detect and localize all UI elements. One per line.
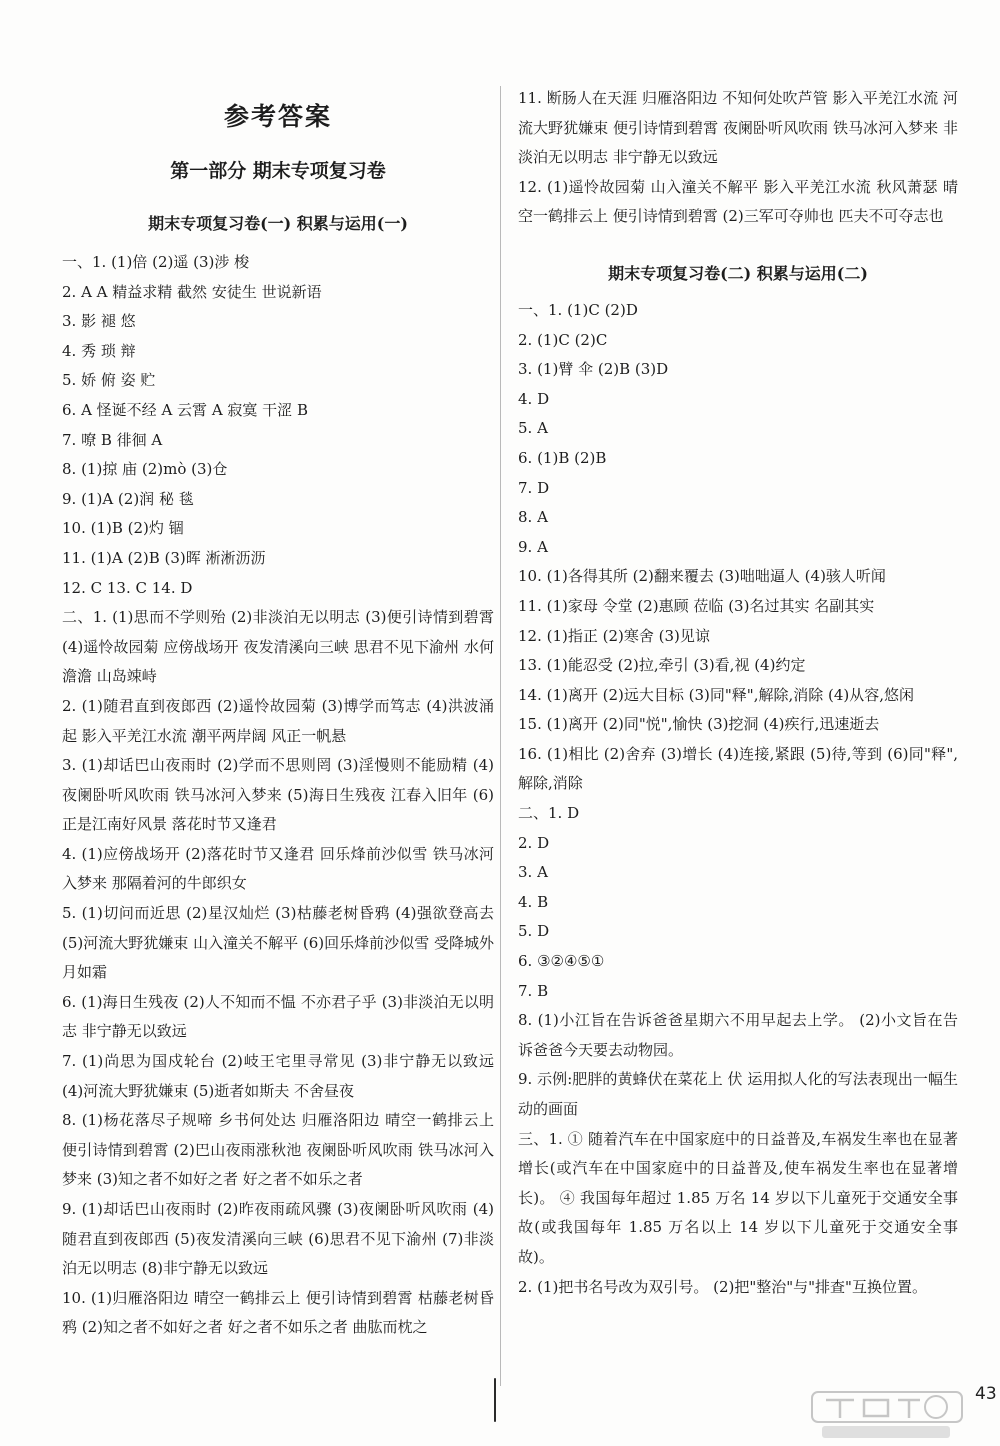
answer-line: 二、1. D — [518, 804, 580, 823]
answer-line: 3. A — [518, 863, 548, 882]
answer-line: 6. (1)海日生残夜 (2)人不知而不愠 不亦君子乎 (3)非淡泊无以明志 非宁静无以致远 — [62, 992, 494, 1041]
answer-line: 二、1. (1)思而不学则殆 (2)非淡泊无以明志 (3)便引诗情到碧霄 (4)遥怜故园菊 应傍战场开 夜发清溪向三峡 思君不见下渝州 水何澹澹 山岛竦峙 — [62, 608, 494, 686]
answer-line: 11. (1)A (2)B (3)晖 淅淅沥沥 — [62, 548, 266, 567]
answer-line: 2. A A 精益求精 截然 安徒生 世说新语 — [62, 282, 322, 301]
binding-mark — [494, 1378, 496, 1422]
answer-line: 5. D — [518, 922, 550, 941]
answer-line: 16. (1)相比 (2)舍弃 (3)增长 (4)连接,紧跟 (5)待,等到 (6)同"释",解除,消除 — [518, 744, 958, 793]
column-divider — [500, 86, 501, 1386]
answer-line: 3. (1)臂 伞 (2)B (3)D — [518, 360, 669, 379]
page-number: 43 — [975, 1384, 997, 1404]
answer-line: 8. (1)杨花落尽子规啼 乡书何处达 归雁洛阳边 晴空一鹤排云上 便引诗情到碧霄 (2)巴山夜雨涨秋池 夜阑卧听风吹雨 铁马冰河入梦来 (3)知之者不如好之者 好之者不如乐之者 — [62, 1111, 494, 1189]
answer-line: 三、1. ① 随着汽车在中国家庭中的日益普及,车祸发生率也在显著增长(或汽车在中国家庭中的日益普及,使车祸发生率也在显著增长)。 ④ 我国每年超过 1.85 万名 14 岁以下儿童死于交通安全事故(或我国每年 1.85 万名以上 14 岁以下儿童死于交通安全事故)。 — [518, 1129, 958, 1266]
answer-line: 3. (1)却话巴山夜雨时 (2)学而不思则罔 (3)淫慢则不能励精 (4)夜阑卧听风吹雨 铁马冰河入梦来 (5)海日生残夜 江春入旧年 (6)正是江南好风景 落花时节又逢君 — [62, 756, 494, 834]
answer-line: 12. (1)指正 (2)寒舍 (3)见谅 — [518, 626, 710, 645]
answer-line: 4. (1)应傍战场开 (2)落花时节又逢君 回乐烽前沙似雪 铁马冰河入梦来 那隔着河的牛郎织女 — [62, 844, 494, 893]
answer-line: 5. (1)切问而近思 (2)星汉灿烂 (3)枯藤老树昏鸦 (4)强欲登高去 (5)河流大野犹嫌束 山入潼关不解平 (6)回乐烽前沙似雪 受降城外月如霜 — [62, 904, 494, 982]
answer-line: 7. B — [518, 981, 549, 1000]
answer-line: 9. A — [518, 537, 548, 556]
page-title: 参考答案 — [223, 102, 332, 131]
section-title-1: 期末专项复习卷(一) 积累与运用(一) — [148, 214, 408, 233]
answer-line: 14. (1)离开 (2)远大目标 (3)同"释",解除,消除 (4)从容,悠闲 — [518, 685, 915, 704]
answer-line: 一、1. (1)C (2)D — [518, 300, 638, 319]
answer-line: 10. (1)归雁洛阳边 晴空一鹤排云上 便引诗情到碧霄 枯藤老树昏鸦 (2)知之者不如好之者 好之者不如乐之者 曲肱而枕之 — [62, 1288, 494, 1337]
answer-line: 4. D — [518, 389, 550, 408]
answer-line: 9. (1)却话巴山夜雨时 (2)昨夜雨疏风骤 (3)夜阑卧听风吹雨 (4)随君直到夜郎西 (5)夜发清溪向三峡 (6)思君不见下渝州 (7)非淡泊无以明志 (8)非宁静无以致远 — [62, 1200, 494, 1278]
answer-line: 8. (1)小江旨在告诉爸爸星期六不用早起去上学。 (2)小文旨在告诉爸爸今天要去动物园。 — [518, 1011, 958, 1059]
answer-line: 9. (1)A (2)润 秘 毯 — [62, 489, 194, 508]
answer-line: 4. 秀 琐 辩 — [62, 341, 136, 360]
left-column — [62, 84, 494, 1343]
answer-line: 2. (1)C (2)C — [518, 330, 608, 349]
watermark-logo — [808, 1386, 970, 1442]
answer-line: 8. A — [518, 508, 548, 527]
right-column — [518, 84, 958, 1302]
answer-line: 13. (1)能忍受 (2)拉,牵引 (3)看,视 (4)约定 — [518, 656, 806, 675]
answer-line: 12. C 13. C 14. D — [62, 578, 193, 597]
answer-line: 4. B — [518, 892, 549, 911]
part-title: 第一部分 期末专项复习卷 — [170, 160, 386, 182]
answer-line: 10. (1)B (2)灼 锢 — [62, 519, 184, 538]
answer-line: 11. (1)家母 令堂 (2)惠顾 莅临 (3)名过其实 名副其实 — [518, 596, 875, 615]
answer-line: 3. 影 褪 悠 — [62, 312, 136, 331]
answer-line: 5. A — [518, 419, 548, 438]
answer-line: 7. 嘹 B 徘徊 A — [62, 430, 163, 449]
answer-line: 6. (1)B (2)B — [518, 448, 607, 467]
answer-line: 10. (1)各得其所 (2)翻来覆去 (3)咄咄逼人 (4)骇人听闻 — [518, 567, 886, 586]
answer-line: 9. 示例:肥胖的黄蜂伏在菜花上 伏 运用拟人化的写法表现出一幅生动的画面 — [518, 1070, 958, 1118]
answer-line: 5. 娇 俯 姿 贮 — [62, 371, 156, 390]
answer-line: 6. A 怪诞不经 A 云霄 A 寂寞 干涩 B — [62, 400, 308, 419]
answer-line: 2. D — [518, 833, 550, 852]
answer-line: 2. (1)随君直到夜郎西 (2)遥怜故园菊 (3)博学而笃志 (4)洪波涌起 影入平羌江水流 潮平两岸阔 风正一帆悬 — [62, 696, 494, 745]
answer-line: 一、1. (1)倍 (2)遥 (3)涉 梭 — [62, 253, 250, 271]
answer-line: 8. (1)掠 庙 (2)mò (3)仓 — [62, 460, 228, 479]
answer-line: 12. (1)遥怜故园菊 山入潼关不解平 影入平羌江水流 秋风萧瑟 晴空一鹤排云上 便引诗情到碧霄 (2)三军可夺帅也 匹夫不可夺志也 — [518, 177, 958, 226]
answer-line: 6. ③②④⑤① — [518, 952, 605, 971]
answer-line: 7. D — [518, 478, 550, 497]
answer-line: 7. (1)尚思为国戍轮台 (2)岐王宅里寻常见 (3)非宁静无以致远 (4)河流大野犹嫌束 (5)逝者如斯夫 不舍昼夜 — [62, 1052, 494, 1100]
section-title-2: 期末专项复习卷(二) 积累与运用(二) — [608, 263, 868, 283]
answer-line: 2. (1)把书名号改为双引号。 (2)把"整治"与"排查"互换位置。 — [518, 1277, 927, 1296]
answer-line: 11. 断肠人在天涯 归雁洛阳边 不知何处吹芦管 影入平羌江水流 河流大野犹嫌束 便引诗情到碧霄 夜阑卧听风吹雨 铁马冰河入梦来 非淡泊无以明志 非宁静无以致远 — [518, 89, 958, 167]
answer-line: 15. (1)离开 (2)同"悦",愉快 (3)挖洞 (4)疾行,迅速逝去 — [518, 715, 880, 734]
